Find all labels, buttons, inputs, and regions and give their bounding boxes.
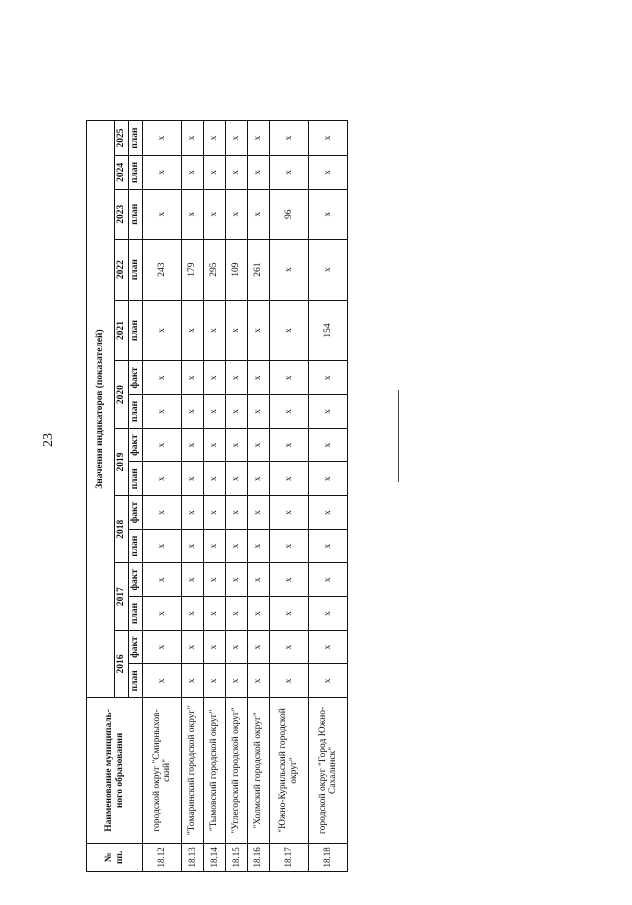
indicator-cell: x <box>225 597 247 631</box>
plan-subheader: план <box>129 300 143 361</box>
indicator-cell: x <box>308 361 347 395</box>
indicator-cell: x <box>182 630 204 664</box>
year-header: 2016 <box>115 630 129 697</box>
indicator-cell: x <box>247 496 269 530</box>
plan-subheader: план <box>129 156 143 190</box>
indicator-cell: x <box>269 462 308 496</box>
indicator-cell: 243 <box>143 239 182 300</box>
indicator-cell: 96 <box>269 189 308 239</box>
year-header: 2023 <box>115 189 129 239</box>
indicator-cell: x <box>143 496 182 530</box>
municipality-name: городской округ "Смирныхов-ский" <box>143 698 182 844</box>
indicator-cell: x <box>308 428 347 462</box>
table-row <box>308 121 347 872</box>
row-number: 18.13 <box>182 843 204 871</box>
year-header: 2025 <box>115 121 129 156</box>
indicator-cell: x <box>269 239 308 300</box>
row-number: 18.15 <box>225 843 247 871</box>
indicator-cell: x <box>247 395 269 429</box>
indicator-cell: x <box>247 121 269 156</box>
year-header: 2020 <box>115 361 129 428</box>
row-number: 18.14 <box>204 843 226 871</box>
indicator-cell: x <box>269 496 308 530</box>
fact-subheader: факт <box>129 496 143 530</box>
indicator-cell: x <box>182 189 204 239</box>
year-header: 2017 <box>115 563 129 630</box>
indicator-cell: x <box>308 630 347 664</box>
page-number: 23 <box>41 433 56 447</box>
table-row <box>143 121 182 872</box>
indicator-cell: x <box>204 630 226 664</box>
indicator-cell: x <box>204 395 226 429</box>
indicator-cell: x <box>182 563 204 597</box>
municipality-name: "Южно-Курильский городской округ" <box>269 698 308 844</box>
indicator-cell: x <box>225 428 247 462</box>
indicator-cell: x <box>308 121 347 156</box>
plan-subheader: план <box>129 664 143 698</box>
indicator-cell: x <box>182 529 204 563</box>
indicator-cell: x <box>182 361 204 395</box>
indicator-cell: x <box>269 428 308 462</box>
group-header: Значения индикаторов (показателей) <box>87 121 115 698</box>
indicator-cell: x <box>269 361 308 395</box>
indicator-cell: x <box>308 496 347 530</box>
indicator-cell: x <box>269 529 308 563</box>
table-row <box>225 121 247 872</box>
indicator-cell: x <box>247 563 269 597</box>
indicator-cell: x <box>182 428 204 462</box>
indicator-cell: x <box>225 529 247 563</box>
year-header: 2022 <box>115 239 129 300</box>
plan-subheader: план <box>129 189 143 239</box>
indicator-cell: x <box>269 563 308 597</box>
indicator-cell: x <box>143 563 182 597</box>
municipality-name: "Холмский городской округ" <box>247 698 269 844</box>
indicator-cell: x <box>182 156 204 190</box>
indicator-cell: x <box>225 563 247 597</box>
indicator-cell: x <box>247 597 269 631</box>
indicator-cell: x <box>225 121 247 156</box>
year-header: 2019 <box>115 428 129 495</box>
col-name-header: Наименование муниципаль-ного образования <box>87 698 143 844</box>
plan-subheader: план <box>129 121 143 156</box>
indicator-cell: x <box>308 529 347 563</box>
indicator-cell: 179 <box>182 239 204 300</box>
col-num-header: № пп. <box>87 843 143 871</box>
indicator-cell: x <box>182 496 204 530</box>
indicator-cell: x <box>204 529 226 563</box>
plan-subheader: план <box>129 529 143 563</box>
row-number: 18.18 <box>308 843 347 871</box>
row-number: 18.17 <box>269 843 308 871</box>
fact-subheader: факт <box>129 361 143 395</box>
indicator-cell: x <box>308 189 347 239</box>
indicator-cell: x <box>225 395 247 429</box>
indicator-cell: x <box>308 597 347 631</box>
plan-subheader: план <box>129 395 143 429</box>
indicator-cell: 295 <box>204 239 226 300</box>
year-header: 2021 <box>115 300 129 361</box>
indicator-cell: x <box>247 156 269 190</box>
fact-subheader: факт <box>129 428 143 462</box>
rotated-table-wrapper <box>86 120 348 872</box>
indicator-cell: x <box>182 300 204 361</box>
indicator-cell: 154 <box>308 300 347 361</box>
indicator-cell: x <box>143 189 182 239</box>
indicator-cell: x <box>308 395 347 429</box>
divider-line <box>398 390 399 482</box>
indicator-cell: x <box>204 664 226 698</box>
indicator-cell: x <box>269 597 308 631</box>
table-row <box>182 121 204 872</box>
indicator-cell: x <box>143 156 182 190</box>
indicator-cell: x <box>143 428 182 462</box>
indicator-cell: x <box>225 496 247 530</box>
indicator-cell: 261 <box>247 239 269 300</box>
plan-subheader: план <box>129 597 143 631</box>
indicator-cell: x <box>308 239 347 300</box>
indicator-cell: x <box>204 156 226 190</box>
indicator-cell: x <box>269 156 308 190</box>
indicator-cell: x <box>269 664 308 698</box>
municipality-name: "Углегорский городской округ" <box>225 698 247 844</box>
municipality-name: городской округ "Город Южно-Сахалинск" <box>308 698 347 844</box>
indicator-cell: x <box>143 361 182 395</box>
indicator-cell: x <box>308 156 347 190</box>
fact-subheader: факт <box>129 563 143 597</box>
table-row <box>269 121 308 872</box>
row-number: 18.16 <box>247 843 269 871</box>
indicator-cell: x <box>247 300 269 361</box>
indicator-cell: x <box>204 361 226 395</box>
fact-subheader: факт <box>129 630 143 664</box>
indicator-cell: x <box>225 300 247 361</box>
indicator-cell: x <box>225 462 247 496</box>
indicator-cell: x <box>225 664 247 698</box>
indicator-cell: x <box>204 462 226 496</box>
municipality-name: "Тымовский городской округ" <box>204 698 226 844</box>
indicator-cell: x <box>269 630 308 664</box>
indicator-cell: x <box>204 563 226 597</box>
table-row <box>204 121 226 872</box>
indicator-cell: x <box>225 361 247 395</box>
table-row <box>247 121 269 872</box>
year-header: 2024 <box>115 156 129 190</box>
indicator-cell: x <box>204 428 226 462</box>
indicator-cell: x <box>204 189 226 239</box>
indicator-cell: x <box>182 597 204 631</box>
indicator-cell: 109 <box>225 239 247 300</box>
indicator-cell: x <box>204 121 226 156</box>
indicator-cell: x <box>182 395 204 429</box>
indicator-cell: x <box>225 156 247 190</box>
indicator-cell: x <box>143 529 182 563</box>
indicator-cell: x <box>143 121 182 156</box>
indicator-cell: x <box>308 563 347 597</box>
year-header: 2018 <box>115 496 129 563</box>
row-number: 18.12 <box>143 843 182 871</box>
indicator-cell: x <box>247 664 269 698</box>
indicator-cell: x <box>269 121 308 156</box>
indicator-cell: x <box>182 664 204 698</box>
indicator-cell: x <box>204 496 226 530</box>
indicator-cell: x <box>269 300 308 361</box>
municipality-name: "Томаринский городской округ" <box>182 698 204 844</box>
indicator-cell: x <box>308 664 347 698</box>
indicator-cell: x <box>247 189 269 239</box>
indicator-cell: x <box>143 597 182 631</box>
indicator-cell: x <box>182 462 204 496</box>
indicator-cell: x <box>182 121 204 156</box>
indicator-cell: x <box>247 428 269 462</box>
indicator-cell: x <box>143 664 182 698</box>
indicator-cell: x <box>247 630 269 664</box>
indicator-cell: x <box>225 189 247 239</box>
indicator-cell: x <box>225 630 247 664</box>
indicator-cell: x <box>247 529 269 563</box>
plan-subheader: план <box>129 462 143 496</box>
indicator-cell: x <box>269 395 308 429</box>
indicator-cell: x <box>143 395 182 429</box>
indicator-cell: x <box>143 300 182 361</box>
indicator-cell: x <box>247 462 269 496</box>
indicators-table <box>86 120 348 872</box>
indicator-cell: x <box>143 462 182 496</box>
plan-subheader: план <box>129 239 143 300</box>
indicator-cell: x <box>204 597 226 631</box>
indicator-cell: x <box>247 361 269 395</box>
indicator-cell: x <box>308 462 347 496</box>
indicator-cell: x <box>143 630 182 664</box>
indicator-cell: x <box>204 300 226 361</box>
